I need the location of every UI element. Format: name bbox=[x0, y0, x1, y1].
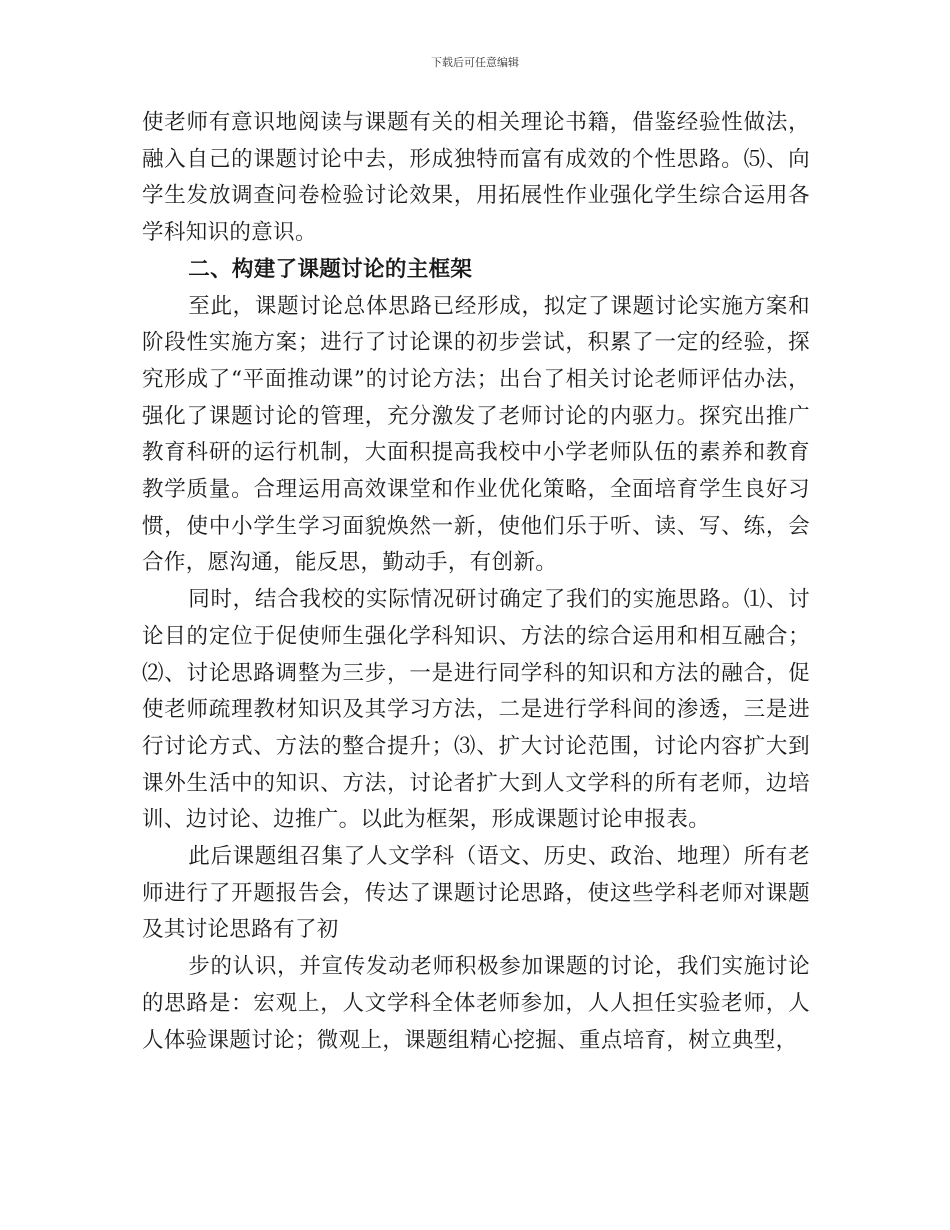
paragraph-4: 此后课题组召集了人文学科（语文、历史、政治、地理）所有老师进行了开题报告会，传达了课题讨论思路，使这些学科老师对课题及其讨论思路有了初 bbox=[142, 844, 810, 943]
paragraph-1: 使老师有意识地阅读与课题有关的相关理论书籍，借鉴经验性做法，融入自己的课题讨论中去，形成独特而富有成效的个性思路。⑸、向学生发放调查问卷检验讨论效果，用拓展性作业强化学生综合运用各学科知识的意识。 bbox=[142, 110, 810, 246]
document-body bbox=[142, 105, 810, 1059]
section-heading-2: 二、构建了课题讨论的主框架 bbox=[188, 256, 473, 282]
paragraph-3: 同时，结合我校的实际情况研讨确定了我们的实施思路。⑴、讨论目的定位于促使师生强化学科知识、方法的综合运用和相互融合；⑵、讨论思路调整为三步，一是进行同学科的知识和方法的融合，促使老师疏理教材知识及其学习方法，二是进行学科间的渗透，三是进行讨论方式、方法的整合提升；⑶、扩大讨论范围，讨论内容扩大到课外生活中的知识、方法，讨论者扩大到人文学科的所有老师，边培训、边讨论、边推广。以此为框架，形成课题讨论申报表。 bbox=[142, 587, 810, 833]
page-header-note: 下载后可任意编辑 bbox=[431, 56, 519, 69]
paragraph-5: 步的认识，并宣传发动老师积极参加课题的讨论，我们实施讨论的思路是：宏观上，人文学科全体老师参加，人人担任实验老师，人人体验课题讨论；微观上，课题组精心挖掘、重点培育，树立典型， bbox=[142, 954, 810, 1053]
paragraph-2: 至此，课题讨论总体思路已经形成，拟定了课题讨论实施方案和阶段性实施方案；进行了讨论课的初步尝试，积累了一定的经验，探究形成了“平面推动课”的讨论方法；出台了相关讨论老师评估办法，强化了课题讨论的管理，充分激发了老师讨论的内驱力。探究出推广教育科研的运行机制，大面积提高我校中小学老师队伍的素养和教育教学质量。合理运用高效课堂和作业优化策略，全面培育学生良好习惯，使中小学生学习面貌焕然一新，使他们乐于听、读、写、练，会合作，愿沟通，能反思，勤动手，有创新。 bbox=[142, 293, 810, 576]
